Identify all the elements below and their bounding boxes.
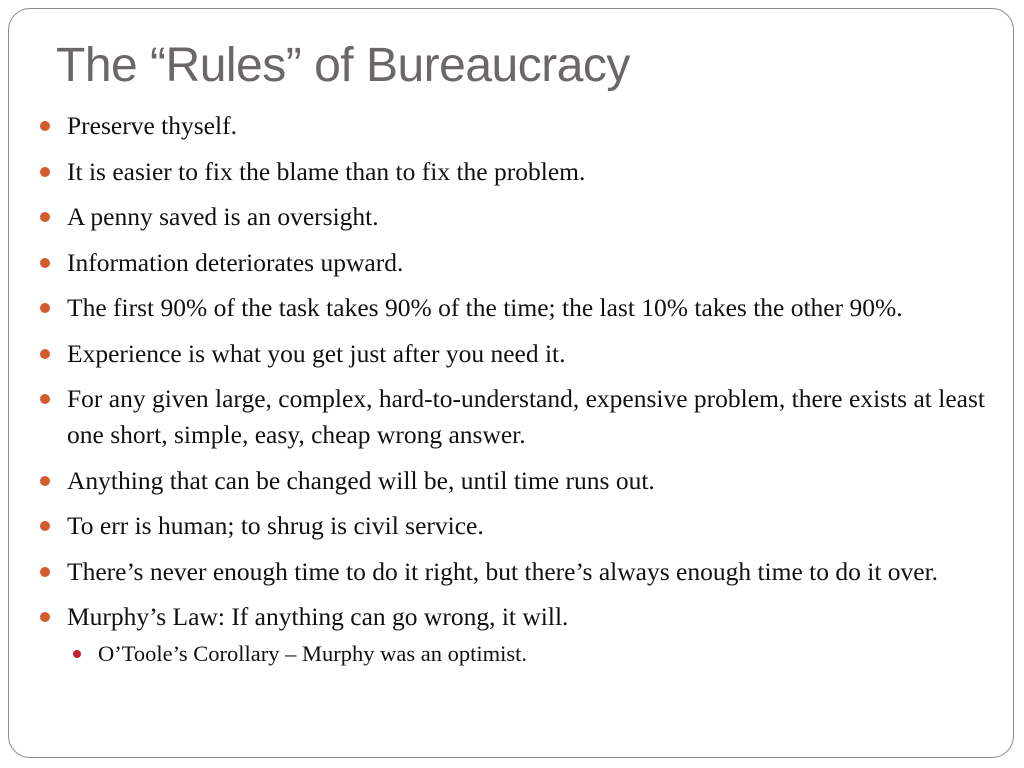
sub-bullet-text: O’Toole’s Corollary – Murphy was an optimist. bbox=[98, 640, 528, 666]
bullet-marker bbox=[40, 612, 50, 622]
bullet-item bbox=[40, 599, 1010, 635]
slide-title: The “Rules” of Bureaucracy bbox=[56, 39, 630, 92]
bullet-text: To err is human; to shrug is civil service. bbox=[67, 511, 484, 540]
bullet-marker bbox=[40, 258, 50, 268]
bullet-marker bbox=[40, 394, 50, 404]
bullet-item bbox=[40, 336, 1010, 372]
sub-bullet-item bbox=[73, 639, 1010, 669]
bullet-text: Information deteriorates upward. bbox=[67, 247, 404, 277]
bullet-item bbox=[40, 199, 1010, 235]
bullet-marker bbox=[40, 521, 50, 531]
bullet-text: For any given large, complex, hard-to-understand, expensive problem, there exists at least one short, simple, easy, cheap wrong answer. bbox=[67, 384, 985, 449]
bullet-marker bbox=[40, 303, 50, 313]
bullet-item bbox=[40, 381, 1010, 453]
bullet-text: Preserve thyself. bbox=[67, 111, 237, 140]
bullet-marker bbox=[40, 212, 50, 222]
bullet-text: There’s never enough time to do it right, but there’s always enough time to do it over. bbox=[67, 556, 939, 586]
bullet-marker bbox=[40, 167, 50, 177]
bullet-marker bbox=[40, 476, 50, 486]
bullet-text: Experience is what you get just after you need it. bbox=[67, 338, 566, 368]
bullet-marker bbox=[40, 567, 50, 577]
bullet-marker bbox=[40, 121, 50, 131]
bullet-text: The first 90% of the task takes 90% of the time; the last 10% takes the other 90%. bbox=[67, 293, 903, 322]
bullet-marker bbox=[40, 349, 50, 359]
bullet-item bbox=[40, 245, 1010, 281]
bullet-text: Anything that can be changed will be, until time runs out. bbox=[67, 465, 655, 495]
bullet-text: Murphy’s Law: If anything can go wrong, it will. bbox=[67, 602, 569, 631]
bullet-text: It is easier to fix the blame than to fix the problem. bbox=[67, 156, 586, 186]
bullet-item bbox=[40, 154, 1010, 190]
bullet-item bbox=[40, 554, 1010, 590]
bullet-item bbox=[40, 463, 1010, 499]
bullet-item bbox=[40, 108, 1010, 144]
sub-bullet-marker bbox=[73, 650, 81, 658]
bullet-item bbox=[40, 290, 1010, 326]
bullet-list bbox=[40, 108, 1010, 669]
bullet-text: A penny saved is an oversight. bbox=[67, 202, 379, 231]
bullet-item bbox=[40, 508, 1010, 544]
